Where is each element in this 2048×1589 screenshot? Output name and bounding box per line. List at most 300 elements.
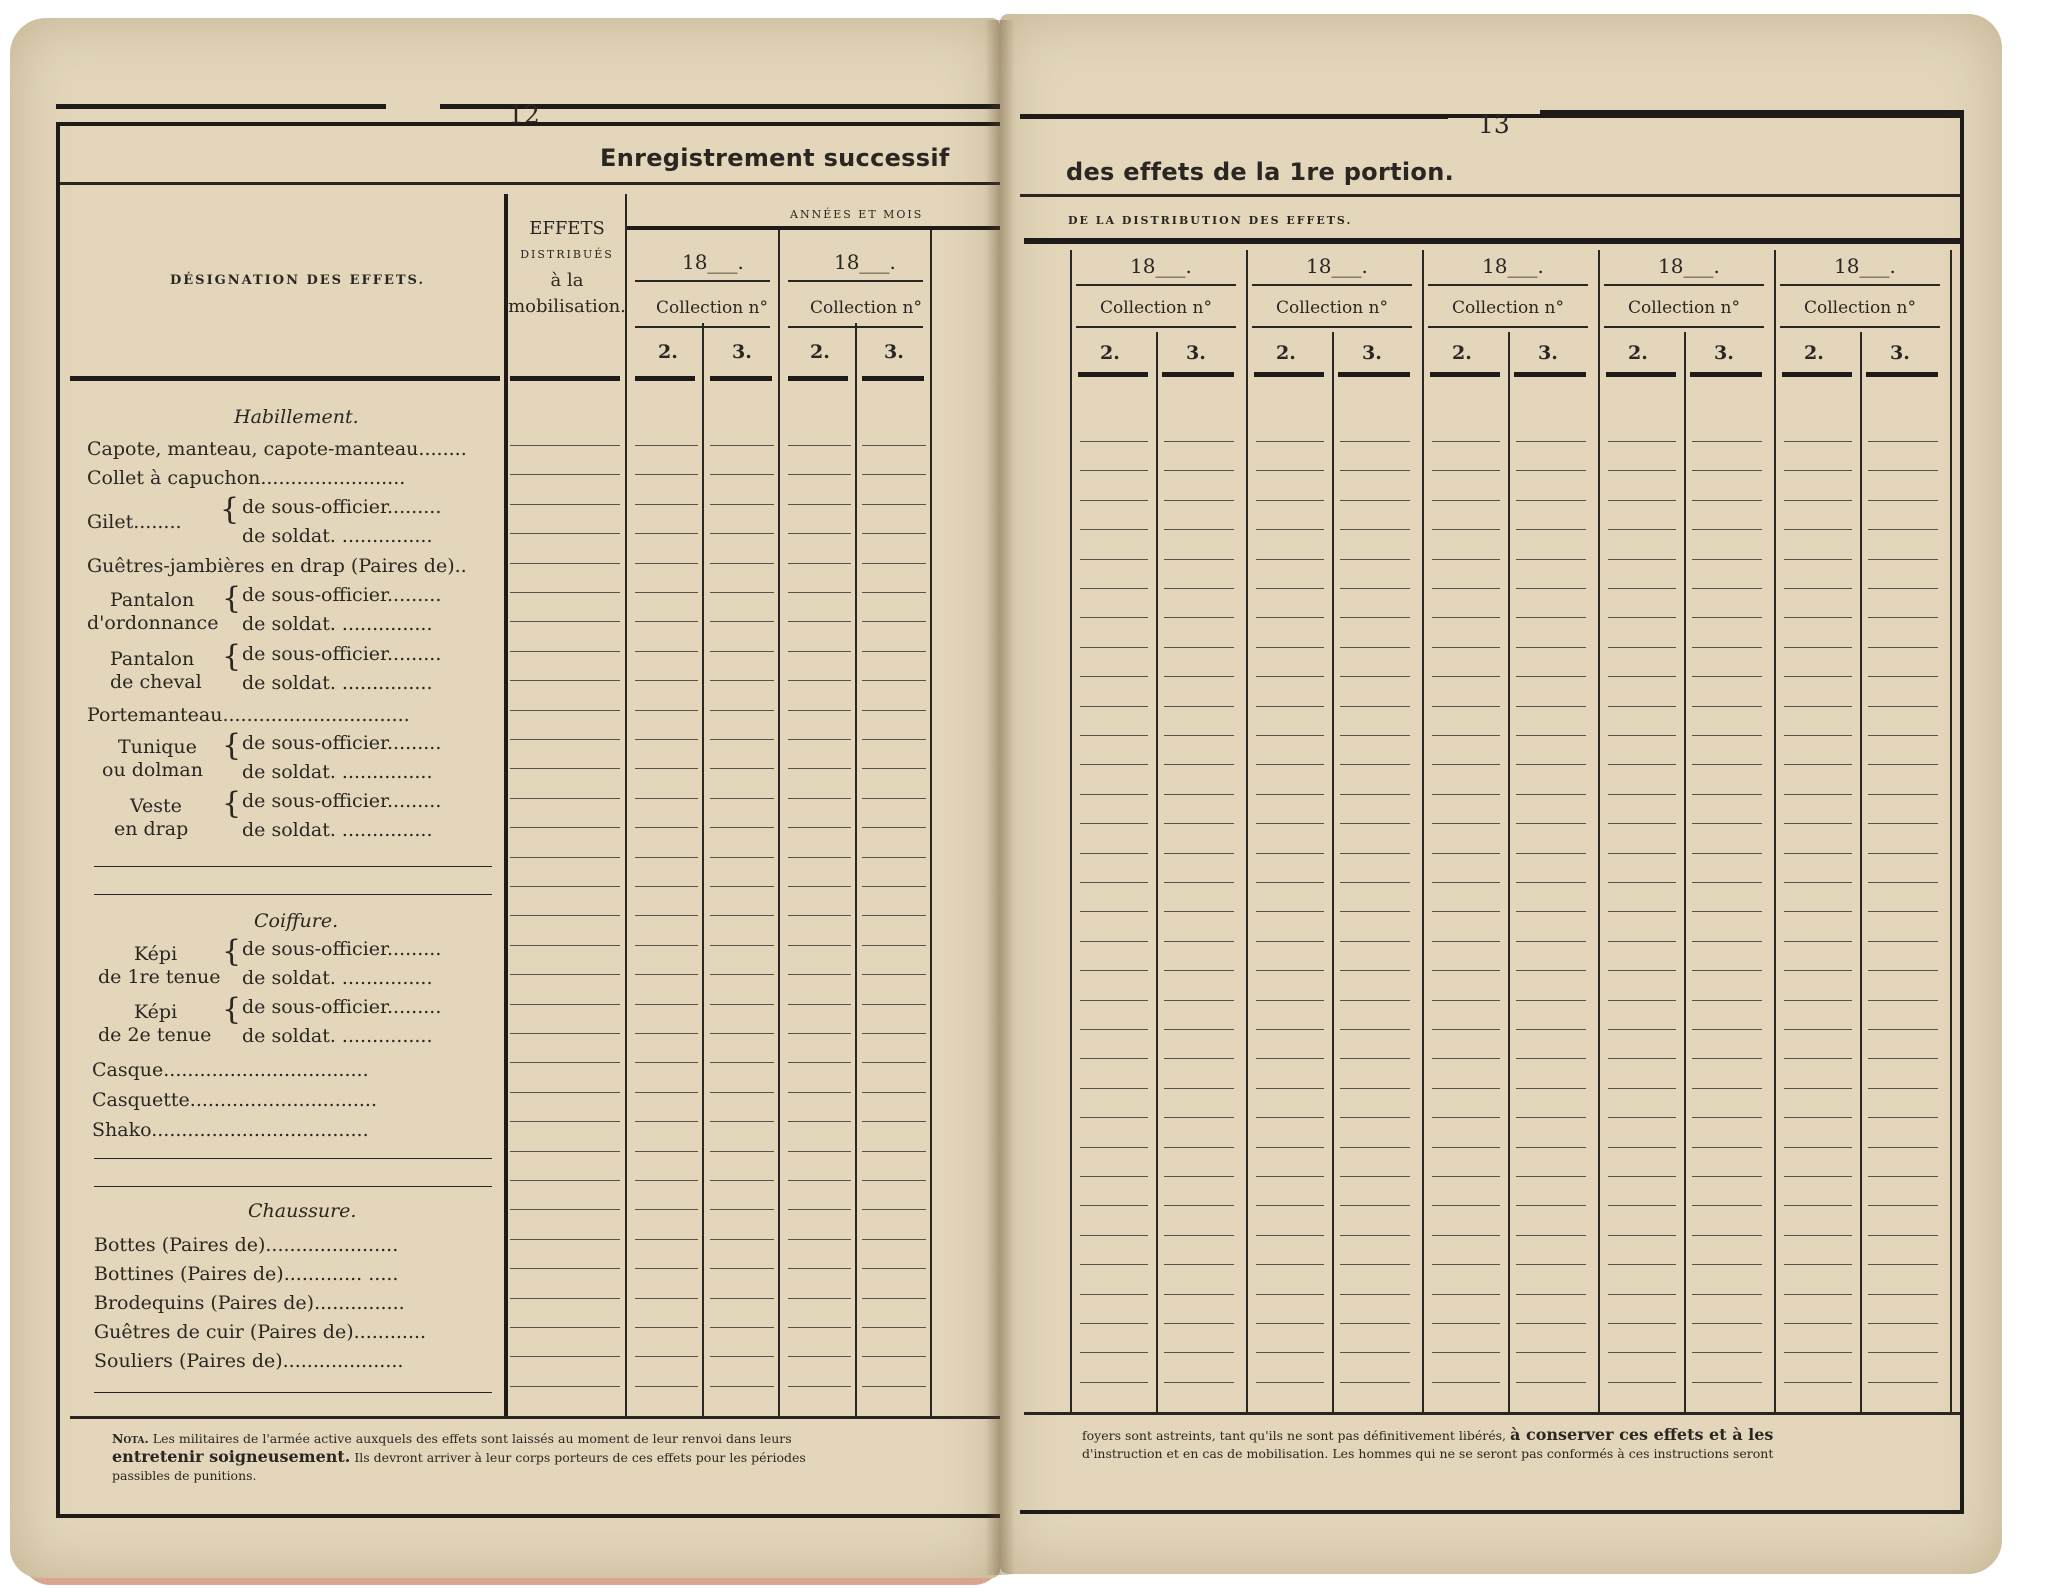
entry-line	[1608, 1088, 1676, 1089]
entry-line	[862, 886, 926, 887]
left-page	[10, 18, 1000, 1578]
entry-line	[1784, 1088, 1852, 1089]
entry-line	[1784, 1117, 1852, 1118]
entry-line	[1784, 1147, 1852, 1148]
entry-line	[1692, 970, 1762, 971]
entry-line	[1340, 647, 1410, 648]
subcol-2: 2.	[1804, 342, 1824, 364]
entry-line	[1432, 1294, 1500, 1295]
entry-line	[1256, 1323, 1324, 1324]
effets-header-line-2: DISTRIBUÉS	[520, 248, 614, 261]
entry-line	[788, 827, 851, 828]
entry-line	[1164, 1000, 1234, 1001]
entry-line	[862, 621, 926, 622]
entry-line	[1080, 676, 1148, 677]
subcol-rule	[1254, 372, 1324, 377]
entry-line	[862, 1151, 926, 1152]
entry-line	[510, 563, 620, 564]
subcol-rule-4	[862, 376, 924, 381]
item-veste-2: en drap	[114, 818, 189, 840]
year-rule-1	[635, 280, 770, 282]
entry-line	[1608, 706, 1676, 707]
entry-line	[1432, 970, 1500, 971]
entry-line	[862, 1033, 926, 1034]
entry-line	[788, 974, 851, 975]
entry-line	[1692, 1147, 1762, 1148]
entry-line	[1340, 853, 1410, 854]
entry-line	[862, 1327, 926, 1328]
entry-line	[1432, 588, 1500, 589]
entry-line	[1608, 529, 1676, 530]
entry-line	[1784, 676, 1852, 677]
entry-line	[1080, 706, 1148, 707]
entry-line	[1516, 1147, 1586, 1148]
entry-line	[788, 1092, 851, 1093]
entry-line	[510, 915, 620, 916]
entry-line	[510, 1151, 620, 1152]
entry-line	[1340, 1264, 1410, 1265]
designation-separator	[504, 194, 508, 1416]
entry-line	[1164, 970, 1234, 971]
entry-line	[710, 1033, 774, 1034]
entry-line	[862, 1356, 926, 1357]
entry-line	[1340, 1323, 1410, 1324]
entry-line	[1692, 470, 1762, 471]
entry-line	[1432, 1264, 1500, 1265]
year-rule	[1252, 284, 1412, 286]
entry-line	[1692, 647, 1762, 648]
entry-line	[1080, 1029, 1148, 1030]
year-rule	[1604, 284, 1764, 286]
entry-line	[1256, 911, 1324, 912]
item-tunique-2: ou dolman	[102, 759, 203, 781]
item-kepi-2e-soldat: de soldat. ...............	[242, 1025, 433, 1047]
entry-line	[1608, 941, 1676, 942]
entry-line	[1868, 1088, 1938, 1089]
entry-line	[1868, 588, 1938, 589]
entry-line	[1256, 676, 1324, 677]
entry-line	[1164, 1029, 1234, 1030]
blank-row-rule-3	[94, 1158, 492, 1159]
entry-line	[1784, 441, 1852, 442]
entry-line	[1164, 823, 1234, 824]
entry-line	[1432, 794, 1500, 795]
entry-line	[1692, 823, 1762, 824]
entry-line	[710, 1209, 774, 1210]
item-gilet: Gilet........	[87, 511, 182, 533]
entry-line	[862, 1121, 926, 1122]
entry-line	[1868, 1176, 1938, 1177]
entry-line	[1164, 1117, 1234, 1118]
entry-line	[1692, 853, 1762, 854]
entry-line	[1340, 941, 1410, 942]
entry-line	[710, 1180, 774, 1181]
entry-line	[1256, 559, 1324, 560]
entry-line	[1868, 1235, 1938, 1236]
entry-line	[1340, 1294, 1410, 1295]
item-kepi-1re-soldat: de soldat. ...............	[242, 967, 433, 989]
entry-line	[1340, 1088, 1410, 1089]
entry-line	[862, 1298, 926, 1299]
title-rule-right	[1020, 194, 1960, 197]
entry-line	[1080, 911, 1148, 912]
collection-rule-2	[788, 326, 923, 328]
collection-label: Collection n°	[1276, 298, 1389, 318]
entry-line	[1608, 617, 1676, 618]
entry-line	[1868, 882, 1938, 883]
entry-line	[1868, 1058, 1938, 1059]
entry-line	[1256, 1264, 1324, 1265]
entry-line	[1164, 647, 1234, 648]
entry-line	[635, 1180, 698, 1181]
entry-line	[710, 1386, 774, 1387]
entry-line	[1164, 1235, 1234, 1236]
entry-line	[1164, 441, 1234, 442]
entry-line	[510, 651, 620, 652]
entry-line	[1340, 882, 1410, 883]
entry-line	[788, 1033, 851, 1034]
entry-line	[510, 768, 620, 769]
subcol-rule	[1606, 372, 1676, 377]
right-page-frame	[1020, 114, 1964, 1514]
entry-line	[1516, 470, 1586, 471]
item-pantalon-ordonnance-sous-officier: de sous-officier.........	[242, 584, 442, 606]
entry-line	[1432, 1235, 1500, 1236]
entry-line	[1516, 1176, 1586, 1177]
entry-line	[635, 768, 698, 769]
entry-line	[1868, 1000, 1938, 1001]
entry-line	[635, 827, 698, 828]
subcol-3: 3.	[1362, 342, 1382, 364]
entry-line	[1516, 794, 1586, 795]
entry-line	[1784, 529, 1852, 530]
entry-line	[1080, 1147, 1148, 1148]
entry-line	[1784, 1352, 1852, 1353]
right-page	[1000, 14, 2002, 1574]
entry-line	[710, 504, 774, 505]
right-top-rule-a	[1020, 114, 1448, 119]
subcol-rule-1	[635, 376, 695, 381]
entry-line	[1692, 529, 1762, 530]
entry-line	[1608, 735, 1676, 736]
entry-line	[710, 1121, 774, 1122]
designation-header: DÉSIGNATION DES EFFETS.	[170, 273, 425, 288]
entry-line	[1868, 1117, 1938, 1118]
entry-line	[510, 445, 620, 446]
entry-line	[710, 445, 774, 446]
entry-line	[1868, 706, 1938, 707]
entry-line	[1608, 970, 1676, 971]
entry-line	[1340, 1352, 1410, 1353]
entry-line	[1080, 441, 1148, 442]
entry-line	[635, 445, 698, 446]
item-kepi-1re-2: de 1re tenue	[98, 966, 221, 988]
entry-line	[510, 1092, 620, 1093]
entry-line	[635, 592, 698, 593]
entry-line	[788, 533, 851, 534]
effets-header-line-3: à la	[550, 270, 584, 291]
entry-line	[1868, 470, 1938, 471]
entry-line	[1608, 911, 1676, 912]
entry-line	[1692, 1058, 1762, 1059]
entry-line	[1608, 1147, 1676, 1148]
item-shako: Shako....................................	[92, 1119, 369, 1141]
entry-line	[1432, 500, 1500, 501]
entry-line	[1692, 441, 1762, 442]
brace-tunique: {	[222, 728, 242, 763]
entry-line	[788, 1180, 851, 1181]
entry-line	[862, 1209, 926, 1210]
item-kepi-1re-1: Képi	[134, 943, 178, 965]
entry-line	[510, 1386, 620, 1387]
entry-line	[510, 680, 620, 681]
entry-line	[788, 768, 851, 769]
entry-line	[862, 739, 926, 740]
collection-rule	[1604, 326, 1764, 328]
collection-rule	[1076, 326, 1236, 328]
entry-line	[635, 1121, 698, 1122]
entry-line	[1164, 706, 1234, 707]
entry-line	[1164, 794, 1234, 795]
entry-line	[635, 1033, 698, 1034]
entry-line	[1432, 764, 1500, 765]
subcol-3: 3.	[1186, 342, 1206, 364]
entry-line	[1608, 1323, 1676, 1324]
item-guetres-jambieres: Guêtres-jambières en drap (Paires de)..	[87, 555, 467, 577]
subcol-3-b: 3.	[884, 341, 904, 363]
entry-line	[1080, 470, 1148, 471]
entry-line	[1340, 764, 1410, 765]
entry-line	[1080, 1176, 1148, 1177]
subcol-3: 3.	[1714, 342, 1734, 364]
entry-line	[1516, 970, 1586, 971]
entry-line	[1868, 1029, 1938, 1030]
entry-line	[1080, 559, 1148, 560]
entry-line	[1256, 588, 1324, 589]
entry-line	[1784, 941, 1852, 942]
entry-line	[1080, 647, 1148, 648]
entry-line	[1432, 676, 1500, 677]
entry-line	[1784, 823, 1852, 824]
nota-right-text-2: d'instruction et en cas de mobilisation. Les hommes qui ne se seront pas conformés à ces instructions seront	[1082, 1446, 1774, 1461]
entry-line	[1080, 970, 1148, 971]
entry-line	[710, 1356, 774, 1357]
entry-line	[510, 710, 620, 711]
item-souliers: Souliers (Paires de)....................	[94, 1350, 404, 1372]
entry-line	[788, 1239, 851, 1240]
entry-line	[1608, 1058, 1676, 1059]
entry-line	[510, 1121, 620, 1122]
entry-line	[1516, 1382, 1586, 1383]
entry-line	[510, 1327, 620, 1328]
entry-line	[1608, 1117, 1676, 1118]
entry-line	[1784, 617, 1852, 618]
entry-line	[1164, 735, 1234, 736]
nota-left-text-1: Les militaires de l'armée active auxquels des effets sont laissés au moment de leur renvoi dans leurs	[152, 1431, 792, 1446]
entry-line	[1432, 735, 1500, 736]
item-gilet-sous-officier: de sous-officier.........	[242, 496, 442, 518]
entry-line	[788, 1151, 851, 1152]
collection-label: Collection n°	[1452, 298, 1565, 318]
subcol-2-a: 2.	[658, 341, 678, 363]
entry-line	[862, 680, 926, 681]
entry-line	[635, 1327, 698, 1328]
entry-line	[862, 768, 926, 769]
year-label: 18___.	[1482, 254, 1544, 278]
entry-line	[1164, 500, 1234, 501]
entry-line	[1256, 647, 1324, 648]
entry-line	[1516, 500, 1586, 501]
entry-line	[1164, 911, 1234, 912]
collection-label-2: Collection n°	[810, 298, 923, 318]
item-pantalon-cheval-1: Pantalon	[110, 648, 195, 670]
entry-line	[1256, 735, 1324, 736]
entry-line	[635, 1268, 698, 1269]
entry-line	[1080, 1000, 1148, 1001]
entry-line	[1164, 941, 1234, 942]
entry-line	[788, 474, 851, 475]
entry-line	[788, 710, 851, 711]
entry-line	[710, 1151, 774, 1152]
entry-line	[1340, 823, 1410, 824]
page-title-left: Enregistrement successif	[600, 144, 950, 172]
entry-line	[1516, 911, 1586, 912]
entry-line	[862, 474, 926, 475]
entry-line	[1340, 1147, 1410, 1148]
entry-line	[788, 1268, 851, 1269]
entry-line	[1516, 1117, 1586, 1118]
entry-line	[1432, 470, 1500, 471]
subcol-rule	[1782, 372, 1852, 377]
entry-line	[1608, 1382, 1676, 1383]
brace-kepi-1re: {	[222, 934, 242, 969]
entry-line	[1164, 1323, 1234, 1324]
entry-line	[1516, 617, 1586, 618]
entry-line	[1516, 1235, 1586, 1236]
nota-right-text-1: foyers sont astreints, tant qu'ils ne sont pas définitivement libérés,	[1082, 1428, 1507, 1443]
entry-line	[862, 915, 926, 916]
entry-line	[1432, 647, 1500, 648]
entry-line	[862, 445, 926, 446]
entry-line	[710, 827, 774, 828]
entry-line	[1340, 1117, 1410, 1118]
entry-line	[862, 504, 926, 505]
page-title-right: des effets de la 1re portion.	[1066, 158, 1455, 186]
entry-line	[1784, 853, 1852, 854]
entry-line	[1080, 588, 1148, 589]
nota-left	[112, 1430, 972, 1485]
entry-line	[1164, 1352, 1234, 1353]
entry-line	[710, 886, 774, 887]
subcol-2: 2.	[1628, 342, 1648, 364]
subcol-separator	[1860, 332, 1862, 1412]
entry-line	[788, 563, 851, 564]
subcol-rule	[1338, 372, 1410, 377]
subcol-separator	[1508, 332, 1510, 1412]
entry-line	[1784, 1323, 1852, 1324]
entry-line	[1164, 1205, 1234, 1206]
entry-line	[510, 1062, 620, 1063]
entry-line	[710, 710, 774, 711]
item-bottines: Bottines (Paires de)............. .....	[94, 1263, 399, 1285]
year-separator	[1774, 250, 1776, 1412]
entry-line	[1868, 735, 1938, 736]
year-rule	[1076, 284, 1236, 286]
collection-rule-1	[635, 326, 770, 328]
subcol-rule	[1430, 372, 1500, 377]
entry-line	[1692, 1117, 1762, 1118]
blank-row-rule-4	[94, 1186, 492, 1187]
entry-line	[710, 1327, 774, 1328]
entry-line	[788, 1327, 851, 1328]
entry-line	[788, 1062, 851, 1063]
entry-line	[862, 533, 926, 534]
entry-line	[788, 945, 851, 946]
entry-line	[1256, 706, 1324, 707]
entry-line	[1868, 1205, 1938, 1206]
entry-line	[1080, 500, 1148, 501]
entry-line	[1784, 1029, 1852, 1030]
subcol-separator	[1684, 332, 1686, 1412]
entry-line	[1516, 529, 1586, 530]
subcol-3: 3.	[1538, 342, 1558, 364]
section-coiffure: Coiffure.	[254, 910, 339, 932]
entry-line	[1692, 559, 1762, 560]
entry-line	[1608, 676, 1676, 677]
entry-line	[1340, 470, 1410, 471]
entry-line	[635, 1386, 698, 1387]
subcol-2: 2.	[1276, 342, 1296, 364]
entry-line	[510, 827, 620, 828]
annees-mois-header: ANNÉES ET MOIS	[790, 208, 924, 221]
effets-header-rule	[510, 376, 620, 381]
entry-line	[1784, 1205, 1852, 1206]
entry-line	[710, 1298, 774, 1299]
entry-line	[1868, 559, 1938, 560]
subcol-separator	[1332, 332, 1334, 1412]
entry-line	[1164, 764, 1234, 765]
entry-line	[1340, 588, 1410, 589]
entry-line	[1608, 441, 1676, 442]
entry-line	[1080, 735, 1148, 736]
entry-line	[1080, 1205, 1148, 1206]
entry-line	[1692, 794, 1762, 795]
entry-line	[710, 915, 774, 916]
entry-line	[1516, 1205, 1586, 1206]
entry-line	[1080, 941, 1148, 942]
year-separator	[1598, 250, 1600, 1412]
subcol-separator-2	[855, 323, 857, 1416]
entry-line	[710, 1062, 774, 1063]
entry-line	[1608, 1235, 1676, 1236]
entry-line	[1164, 853, 1234, 854]
entry-line	[635, 563, 698, 564]
item-pantalon-ordonnance-1: Pantalon	[110, 589, 195, 611]
entry-line	[635, 621, 698, 622]
entry-line	[510, 1004, 620, 1005]
entry-line	[1080, 1088, 1148, 1089]
item-casquette: Casquette...............................	[92, 1089, 377, 1111]
entry-line	[635, 1004, 698, 1005]
entry-line	[1340, 1058, 1410, 1059]
entry-line	[1516, 882, 1586, 883]
item-veste-sous-officier: de sous-officier.........	[242, 790, 442, 812]
entry-line	[1340, 794, 1410, 795]
item-tunique-soldat: de soldat. ...............	[242, 761, 433, 783]
entry-line	[1608, 764, 1676, 765]
entry-line	[1340, 1000, 1410, 1001]
entry-line	[1164, 676, 1234, 677]
